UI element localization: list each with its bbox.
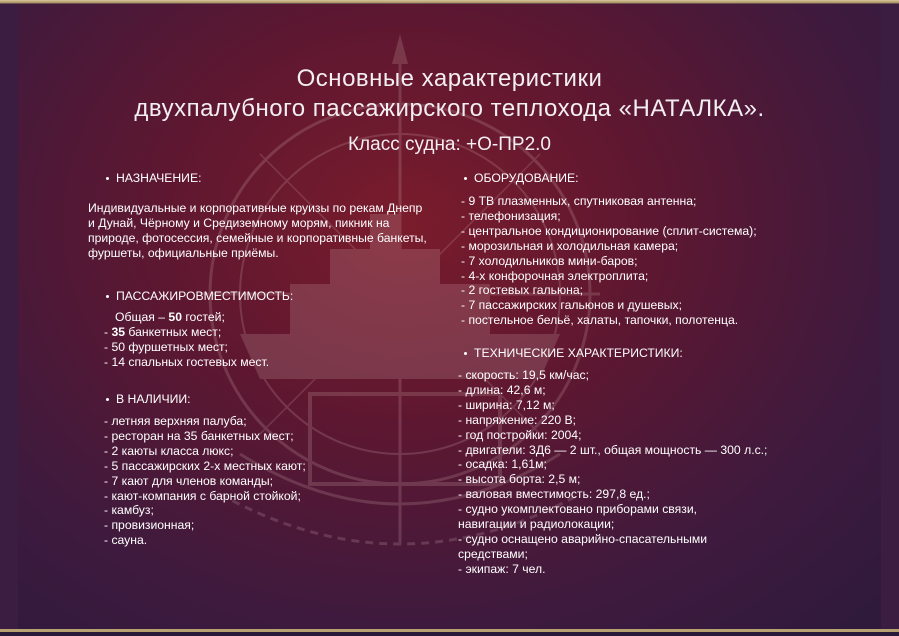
available-list [104, 414, 444, 548]
purpose-line: природе, фотосессия, семейные и корпоративные банкеты, [88, 230, 427, 245]
technical-section [460, 346, 860, 361]
list-item: - двигатели: 3Д6 — 2 шт., общая мощность — 300 л.с.; [458, 442, 768, 457]
purpose-text [88, 201, 448, 261]
capacity-total [104, 310, 444, 325]
available-heading: В НАЛИЧИИ: [116, 392, 452, 407]
capacity-total-suffix: гостей; [181, 310, 225, 324]
list-item: - судно укомплектовано приборами связи, [458, 502, 698, 517]
available-section [102, 392, 452, 407]
list-item: навигации и радиолокации; [458, 517, 615, 532]
list-item: - напряжение: 220 В; [458, 412, 577, 427]
equipment-section [460, 171, 860, 186]
list-item: - 2 гостевых гальюна; [461, 283, 584, 298]
list-item: - постельное бельё, халаты, тапочки, полотенца. [461, 313, 739, 328]
capacity-banquet [104, 325, 444, 340]
capacity-sleeping: - 14 спальных гостевых мест. [104, 354, 270, 369]
capacity-buffet: - 50 фуршетных мест; [104, 339, 228, 354]
list-item: - сауна. [104, 533, 148, 548]
capacity-heading: ПАССАЖИРОВМЕСТИМОСТЬ: [116, 289, 452, 304]
page-title-line-2: двухпалубного пассажирского теплохода «НАТАЛКА». [134, 95, 765, 122]
list-item: - центральное кондиционирование (сплит-система); [461, 223, 757, 238]
list-item: - телефонизация; [461, 208, 561, 223]
technical-heading: ТЕХНИЧЕСКИЕ ХАРАКТЕРИСТИКИ: [474, 346, 860, 361]
purpose-line: Индивидуальные и корпоративные круизы по рекам Днепр [88, 201, 423, 215]
capacity-banquet-value: 35 [111, 324, 126, 339]
list-item: - летняя верхняя палуба; [104, 414, 247, 428]
capacity-total-prefix: Общая – [115, 310, 169, 324]
equipment-list [461, 194, 861, 328]
capacity-list [104, 310, 444, 370]
purpose-line: фуршеты, официальные приёмы. [88, 245, 279, 260]
list-item: - судно оснащено аварийно-спасательными [458, 531, 708, 546]
technical-list [458, 368, 858, 577]
list-item: - кают-компания с барной стойкой; [104, 488, 301, 503]
list-item: - 4-х конфорочная электроплита; [461, 268, 649, 283]
equipment-heading: ОБОРУДОВАНИЕ: [474, 171, 860, 186]
vessel-class: Класс судна: +О-ПР2.0 [347, 134, 552, 155]
list-item: - валовая вместимость: 297,8 ед.; [458, 487, 650, 502]
list-item: - 7 кают для членов команды; [104, 473, 274, 488]
list-item: - год постройки: 2004; [458, 427, 582, 442]
list-item: - длина: 42,6 м; [458, 382, 546, 397]
list-item: - скорость: 19,5 км/час; [458, 368, 589, 382]
list-item: средствами; [458, 546, 528, 561]
purpose-line: и Дунай, Чёрному и Средиземному морям, пикник на [88, 215, 390, 230]
capacity-banquet-prefix: - [104, 324, 112, 339]
list-item: - 5 пассажирских 2-х местных кают; [104, 458, 306, 473]
capacity-banquet-suffix: банкетных мест; [125, 324, 222, 339]
purpose-heading: НАЗНАЧЕНИЕ: [116, 171, 452, 186]
list-item: - 7 холодильников мини-баров; [461, 253, 638, 268]
list-item: - 9 ТВ плазменных, спутниковая антенна; [461, 194, 697, 208]
list-item: - осадка: 1,61м; [458, 457, 547, 472]
list-item: - 7 пассажирских гальюнов и душевых; [461, 298, 682, 313]
capacity-section [102, 289, 452, 304]
list-item: - морозильная и холодильная камера; [461, 238, 679, 253]
list-item: - ресторан на 35 банкетных мест; [104, 428, 294, 443]
page-title-line-1: Основные характеристики [296, 65, 603, 92]
list-item: - 2 каюты класса люкс; [104, 443, 234, 458]
list-item: - высота борта: 2,5 м; [458, 472, 581, 487]
list-item: - ширина: 7,12 м; [458, 397, 555, 412]
content-panel [0, 4, 899, 632]
list-item: - провизионная; [104, 518, 195, 533]
capacity-total-value: 50 [168, 310, 182, 324]
purpose-section [102, 171, 452, 186]
list-item: - камбуз; [104, 503, 154, 518]
list-item: - экипаж: 7 чел. [458, 561, 546, 576]
